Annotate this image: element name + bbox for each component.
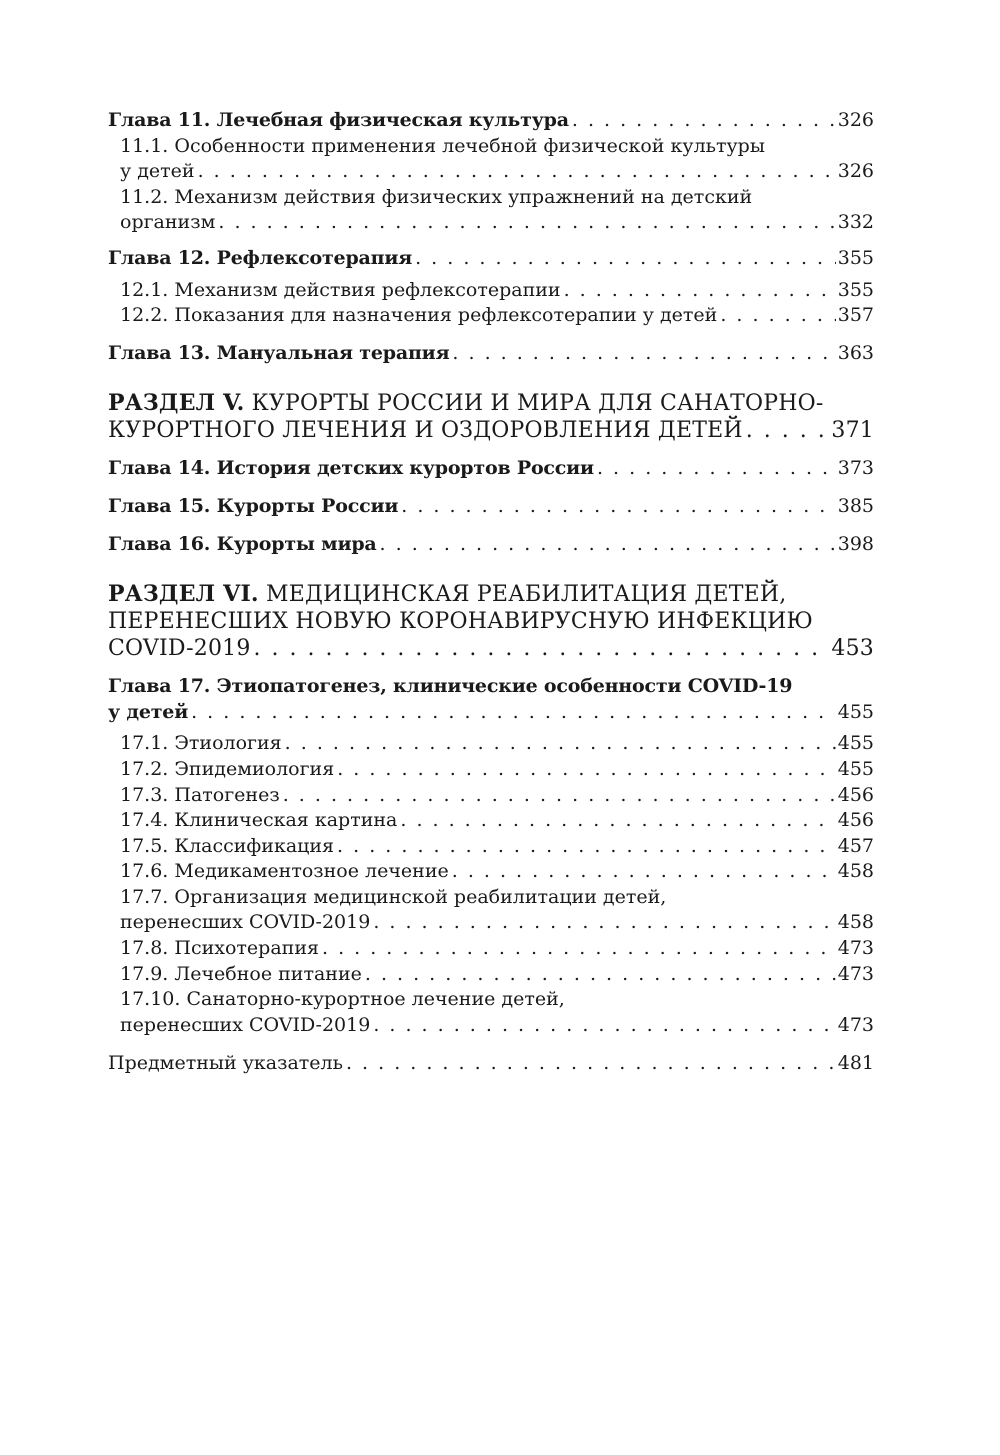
toc-item-17-1[interactable]: [108, 731, 874, 757]
table-of-contents: [108, 108, 874, 1077]
toc-item-17-9[interactable]: [108, 962, 874, 988]
section-title: [108, 390, 874, 417]
item-title: 11.1. Особенности применения лечебной физической культуры: [120, 134, 765, 157]
toc-item-11-1[interactable]: [108, 134, 874, 185]
page-number: 357: [837, 304, 874, 327]
toc-chapter-17[interactable]: [108, 674, 874, 725]
section-title: [108, 581, 874, 608]
page-number: 458: [837, 860, 874, 883]
page-number: 371: [831, 418, 874, 444]
section-title-continued: КУРОРТНОГО ЛЕЧЕНИЯ И ОЗДОРОВЛЕНИЯ ДЕТЕЙ: [108, 418, 743, 444]
item-title: 12.1. Механизм действия рефлексотерапии: [120, 278, 561, 301]
dot-leader: [373, 910, 835, 936]
index-title: Предметный указатель: [108, 1052, 343, 1075]
dot-leader: [337, 834, 836, 860]
section-title-continued: COVID-2019: [108, 636, 251, 662]
item-title: 17.5. Классификация: [120, 834, 335, 857]
toc-chapter-12[interactable]: [108, 246, 874, 272]
page-number: 398: [837, 532, 874, 555]
page-number: 355: [837, 278, 874, 301]
toc-item-17-3[interactable]: [108, 783, 874, 809]
item-title-continued: у детей: [120, 160, 195, 183]
page-number: 457: [837, 834, 874, 857]
section-label: РАЗДЕЛ V.: [108, 390, 245, 417]
toc-section-6[interactable]: [108, 581, 874, 662]
item-title: 17.1. Этиология: [120, 732, 282, 755]
page-number: 385: [837, 494, 874, 517]
dot-leader: [346, 1051, 836, 1077]
item-title: 17.8. Психотерапия: [120, 937, 319, 960]
chapter-title: Глава 11. Лечебная физическая культура: [108, 109, 569, 131]
item-title: 17.7. Организация медицинской реабилитации детей,: [120, 885, 667, 908]
item-title: 17.6. Медикаментозное лечение: [120, 860, 449, 883]
toc-chapter-16[interactable]: [108, 532, 874, 558]
page-number: 456: [837, 809, 874, 832]
toc-item-17-6[interactable]: [108, 859, 874, 885]
chapter-title: Глава 12. Рефлексотерапия: [108, 246, 413, 269]
dot-leader: [452, 859, 836, 885]
toc-item-17-10[interactable]: [108, 987, 874, 1038]
dot-leader: [373, 1013, 835, 1039]
page-number: 473: [837, 1013, 874, 1036]
page-number: 473: [837, 937, 874, 960]
page-number: 455: [837, 732, 874, 755]
toc-section-5[interactable]: [108, 390, 874, 444]
page-number: 455: [837, 757, 874, 780]
toc-item-12-1[interactable]: [108, 278, 874, 304]
toc-chapter-15[interactable]: [108, 494, 874, 520]
item-title: 12.2. Показания для назначения рефлексотерапии у детей: [120, 304, 718, 327]
dot-leader: [415, 246, 836, 272]
chapter-title: Глава 16. Курорты мира: [108, 532, 377, 555]
toc-chapter-14[interactable]: [108, 456, 874, 482]
page-number: 453: [831, 636, 874, 662]
dot-leader: [401, 494, 836, 520]
dot-leader: [283, 783, 836, 809]
toc-item-17-7[interactable]: [108, 885, 874, 936]
dot-leader: [254, 635, 830, 662]
section-title-middle: ПЕРЕНЕСШИХ НОВУЮ КОРОНАВИРУСНУЮ ИНФЕКЦИЮ: [108, 609, 813, 635]
toc-chapter-11[interactable]: [108, 108, 874, 134]
toc-chapter-13[interactable]: [108, 341, 874, 367]
section-title-text: МЕДИЦИНСКАЯ РЕАБИЛИТАЦИЯ ДЕТЕЙ,: [258, 582, 787, 608]
page-number: 332: [837, 211, 874, 234]
dot-leader: [572, 108, 836, 134]
item-title-continued: перенесших COVID-2019: [120, 1013, 371, 1036]
toc-item-17-2[interactable]: [108, 757, 874, 783]
chapter-title: Глава 13. Мануальная терапия: [108, 341, 450, 364]
section-title-text: КУРОРТЫ РОССИИ И МИРА ДЛЯ САНАТОРНО-: [244, 391, 824, 417]
dot-leader: [322, 936, 836, 962]
page-number: 373: [837, 457, 874, 480]
page-number: 473: [837, 962, 874, 985]
dot-leader: [400, 808, 835, 834]
item-title: 11.2. Механизм действия физических упражнений на детский: [120, 185, 753, 208]
item-title: 17.10. Санаторно-курортное лечение детей,: [120, 988, 565, 1011]
dot-leader: [746, 417, 830, 444]
item-title: 17.2. Эпидемиология: [120, 757, 335, 780]
dot-leader: [191, 700, 836, 726]
dot-leader: [597, 456, 836, 482]
page-number: 326: [837, 160, 874, 183]
dot-leader: [380, 532, 836, 558]
toc-item-17-4[interactable]: [108, 808, 874, 834]
toc-item-11-2[interactable]: [108, 185, 874, 236]
chapter-title: Глава 17. Этиопатогенез, клинические особенности COVID-19: [108, 675, 793, 698]
dot-leader: [337, 757, 836, 783]
chapter-title-continued: у детей: [108, 700, 189, 723]
page-number: 456: [837, 783, 874, 806]
toc-item-12-2[interactable]: [108, 303, 874, 329]
toc-item-17-5[interactable]: [108, 834, 874, 860]
toc-item-17-8[interactable]: [108, 936, 874, 962]
item-title-continued: организм: [120, 211, 216, 234]
dot-leader: [218, 210, 835, 236]
section-label: РАЗДЕЛ VI.: [108, 581, 259, 608]
page-number: 481: [837, 1052, 874, 1075]
item-title-continued: перенесших COVID-2019: [120, 911, 371, 934]
page-number: 326: [837, 109, 874, 131]
chapter-title: Глава 14. История детских курортов России: [108, 457, 594, 480]
item-title: 17.3. Патогенез: [120, 783, 280, 806]
dot-leader: [285, 731, 836, 757]
page-number: 458: [837, 911, 874, 934]
page-number: 363: [837, 341, 874, 364]
item-title: 17.9. Лечебное питание: [120, 962, 362, 985]
page-number: 355: [837, 246, 874, 269]
dot-leader: [198, 159, 836, 185]
page-number: 455: [837, 700, 874, 723]
dot-leader: [452, 341, 835, 367]
toc-subject-index[interactable]: [108, 1051, 874, 1077]
dot-leader: [365, 962, 836, 988]
chapter-title: Глава 15. Курорты России: [108, 494, 399, 517]
item-title: 17.4. Клиническая картина: [120, 809, 398, 832]
dot-leader: [564, 278, 836, 304]
dot-leader: [720, 303, 835, 329]
